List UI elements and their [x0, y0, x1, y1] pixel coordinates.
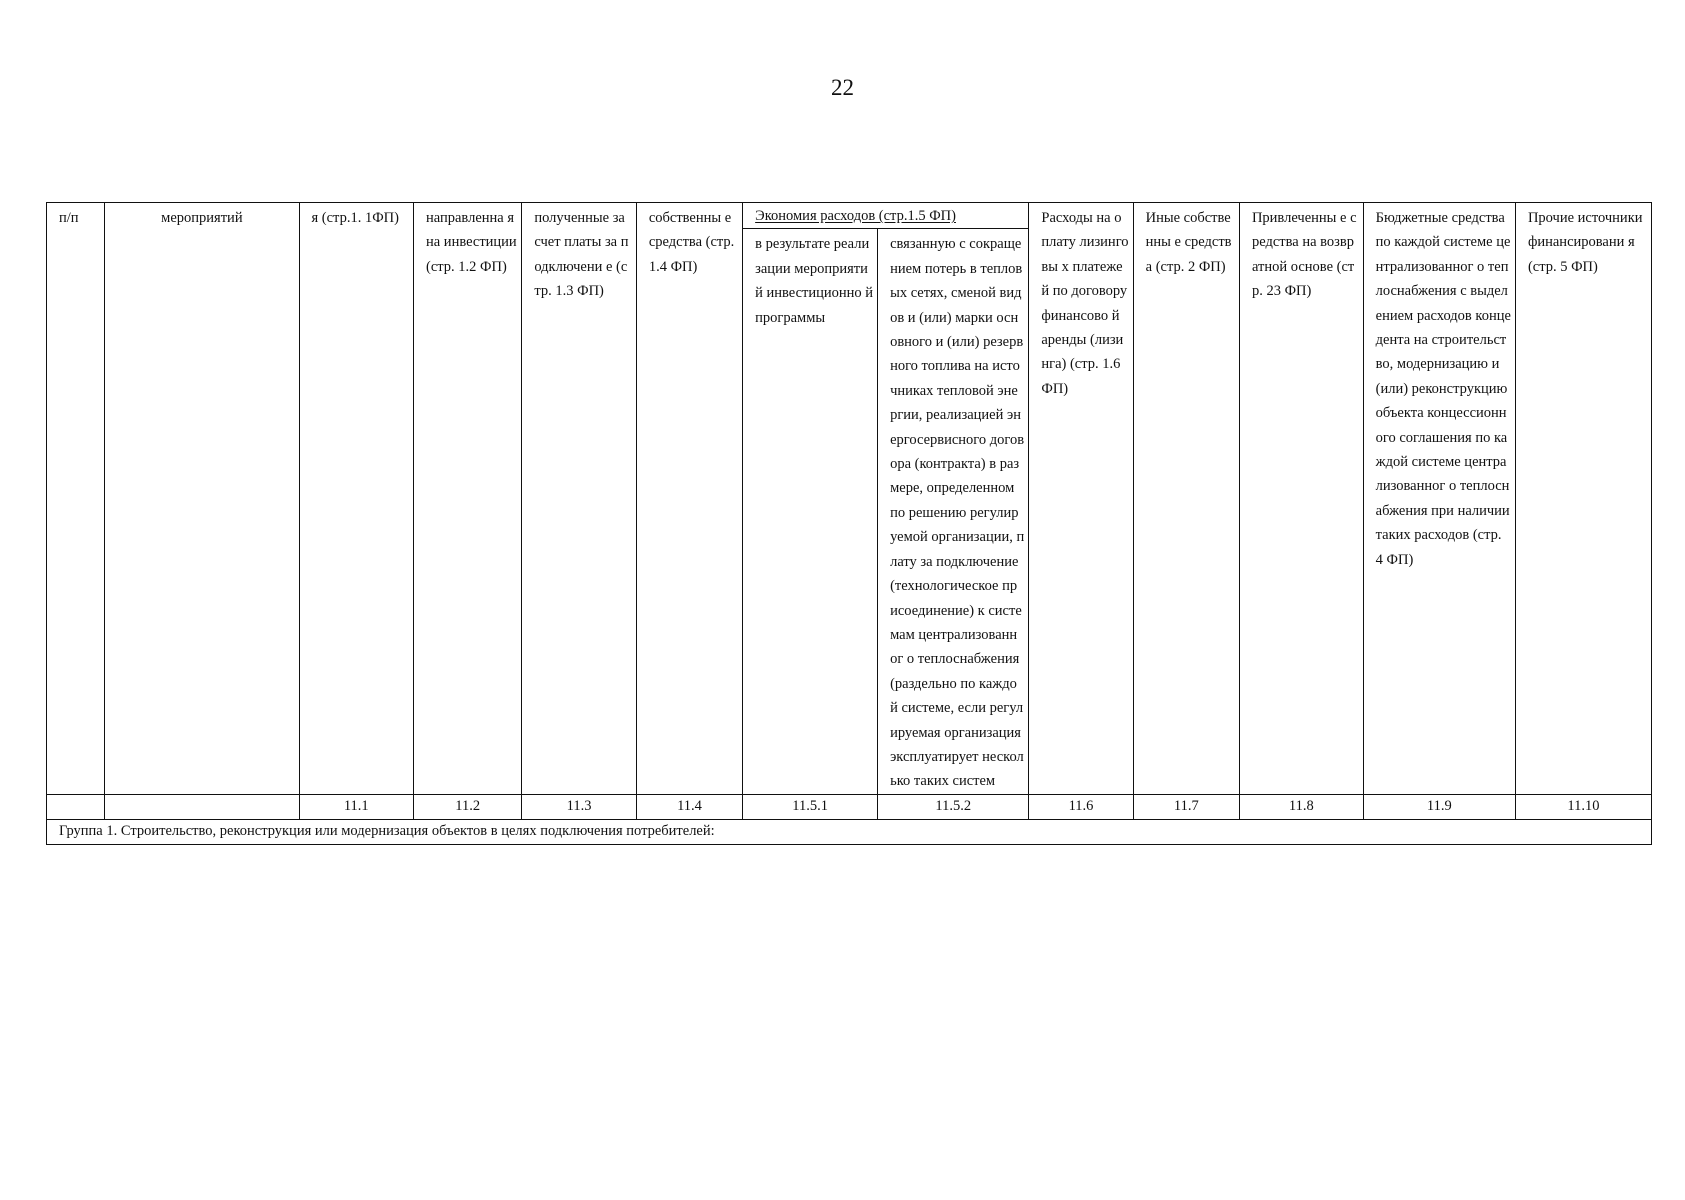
column-number-row: [47, 794, 1652, 819]
header-cell-1-2: направленна я на инвестиции (стр. 1.2 ФП): [413, 203, 521, 795]
header-cell-economy-group: [743, 203, 1029, 229]
column-number-cell: 11.10: [1515, 794, 1651, 819]
column-number-cell: 11.7: [1133, 794, 1239, 819]
column-number-cell: 11.6: [1029, 794, 1133, 819]
group-1-title: Группа 1. Строительство, реконструкция или модернизация объектов в целях подключения потребителей:: [47, 819, 1652, 844]
header-cell-1-3: полученные за счет платы за подключени е (стр. 1.3 ФП): [522, 203, 636, 795]
column-number-cell: 11.3: [522, 794, 636, 819]
header-cell-pp: п/п: [47, 203, 105, 795]
group-row: [47, 819, 1652, 844]
column-number-cell: [47, 794, 105, 819]
header-cell-1-5-2: связанную с сокращением потерь в тепловых сетях, сменой видов и (или) марки основного и (или) резервного топлива на источниках тепловой энергии, реализацией энергосервисного договора (контракта) в размере, определенном по решению регулируемой организации, плату за подключение (технологическое присоединение) к системам централизованног о теплоснабжения (раздельно по каждой системе, если регулируемая организация эксплуатирует несколько таких систем: [878, 229, 1029, 794]
column-number-cell: 11.2: [413, 794, 521, 819]
column-number-cell: 11.8: [1239, 794, 1363, 819]
header-cell-measures: мероприятий: [105, 203, 299, 795]
column-number-cell: 11.4: [636, 794, 742, 819]
header-cell-1-5-1: в результате реализации мероприятий инвестиционно й программы: [743, 229, 878, 794]
header-cell-1-6: Расходы на оплату лизинговы х платежей по договору финансово й аренды (лизинга) (стр. 1.6 ФП): [1029, 203, 1133, 795]
economy-group-label: Экономия расходов (стр.1.5 ФП): [755, 208, 956, 224]
column-number-cell: 11.9: [1363, 794, 1515, 819]
header-row: [47, 203, 1652, 229]
header-cell-4: Бюджетные средства по каждой системе централизованног о теплоснабжения с выделением расходов концедента на строительство, модернизацию и (или) реконструкцию объекта концессионного соглашения по каждой системе централизованног о теплоснабжения при наличии таких расходов (стр. 4 ФП): [1363, 203, 1515, 795]
header-cell-1-4: собственны е средства (стр. 1.4 ФП): [636, 203, 742, 795]
column-number-cell: 11.5.1: [743, 794, 878, 819]
page-number: 22: [831, 75, 854, 100]
header-cell-2: Иные собственны е средства (стр. 2 ФП): [1133, 203, 1239, 795]
financing-sources-table: [46, 202, 1652, 845]
header-cell-3: Привлеченны е средства на возвратной основе (стр. 23 ФП): [1239, 203, 1363, 795]
column-number-cell: [105, 794, 299, 819]
header-cell-5: Прочие источники финансировани я (стр. 5 ФП): [1515, 203, 1651, 795]
column-number-cell: 11.5.2: [878, 794, 1029, 819]
header-cell-1-1: я (стр.1. 1ФП): [299, 203, 413, 795]
column-number-cell: 11.1: [299, 794, 413, 819]
